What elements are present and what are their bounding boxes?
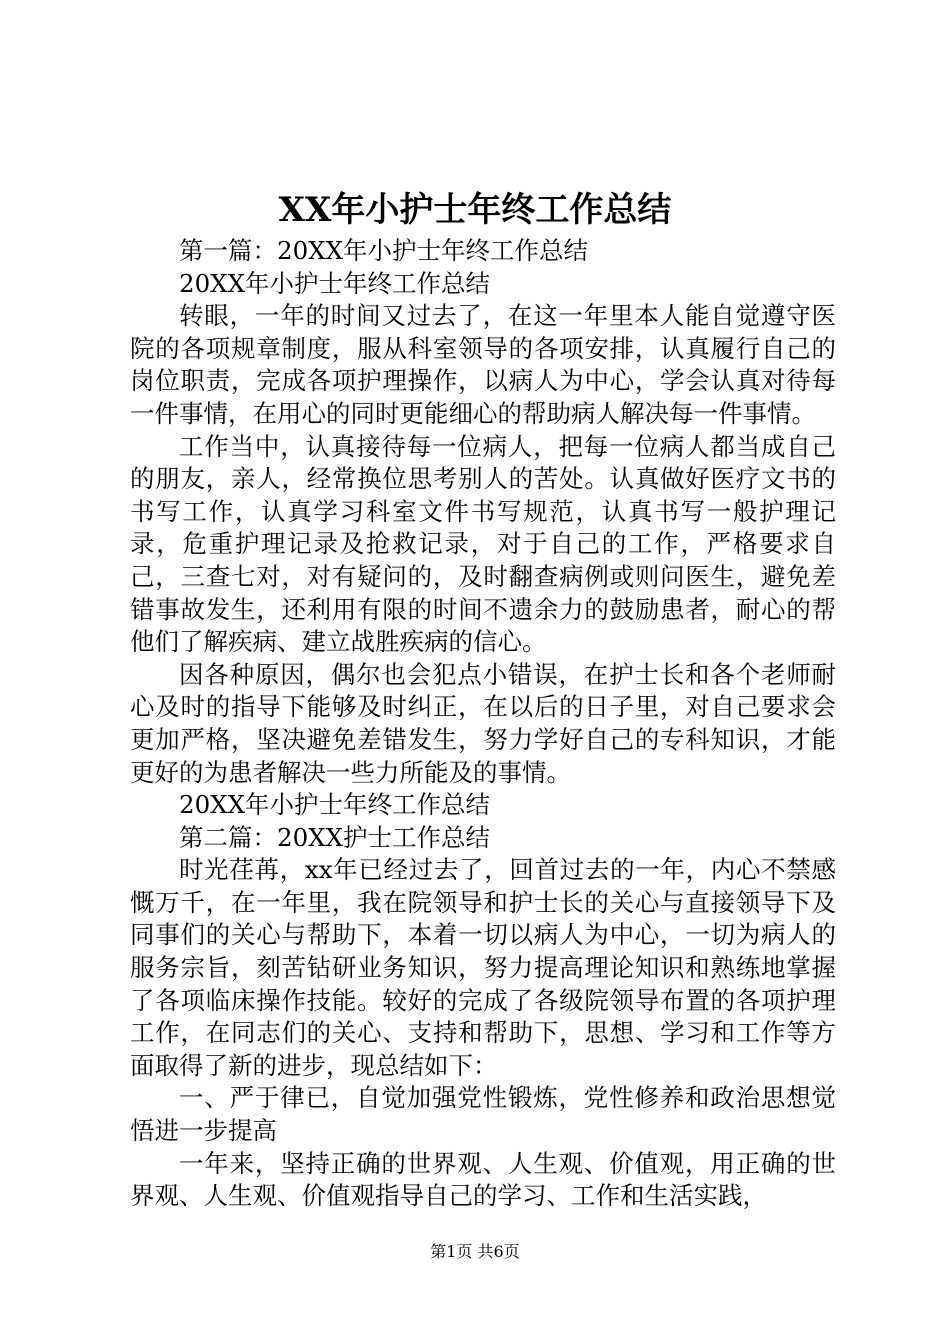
- section-heading-2: 第二篇：20XX护士工作总结: [179, 822, 491, 852]
- page-number-footer: 第1页 共6页: [430, 1242, 520, 1261]
- subheading: 20XX年小护士年终工作总结: [179, 268, 491, 298]
- paragraph: 一年来，坚持正确的世界观、人生观、价值观，用正确的世界观、人生观、价值观指导自己的学习、工作和生活实践，: [130, 1148, 836, 1211]
- document-title: XX年小护士年终工作总结: [278, 190, 672, 230]
- section-heading-1: 第一篇：20XX年小护士年终工作总结: [179, 236, 589, 265]
- paragraph: 因各种原因，偶尔也会犯点小错误，在护士长和各个老师耐心及时的指导下能够及时纠正，在以后的日子里，对自己要求会更加严格，坚决避免差错发生，努力学好自己的专科知识，才能更好的为患者解决一些力所能及的事情。: [130, 659, 836, 787]
- paragraph: 工作当中，认真接待每一位病人，把每一位病人都当成自己的朋友，亲人，经常换位思考别人的苦处。认真做好医疗文书的书写工作，认真学习科室文件书写规范，认真书写一般护理记录，危重护理记录及抢救记录，对于自己的工作，严格要求自己，三查七对，对有疑问的，及时翻查病例或则问医生，避免差错事故发生，还利用有限的时间不遗余力的鼓励患者，耐心的帮他们了解疾病、建立战胜疾病的信心。: [130, 431, 836, 657]
- subheading: 20XX年小护士年终工作总结: [179, 790, 491, 820]
- document-body: [130, 235, 836, 1213]
- paragraph: 时光荏苒，xx年已经过去了，回首过去的一年，内心不禁感慨万千，在一年里，我在院领导和护士长的关心与直接领导下及同事们的关心与帮助下，本着一切以病人为中心，一切为病人的服务宗旨，刻苦钻研业务知识，努力提高理论知识和熟练地掌握了各项临床操作技能。较好的完成了各级院领导布置的各项护理工作，在同志们的关心、支持和帮助下，思想、学习和工作等方面取得了新的进步，现总结如下：: [130, 855, 836, 1080]
- paragraph-heading: 一、严于律已，自觉加强党性锻炼，党性修养和政治思想觉悟进一步提高: [130, 1083, 836, 1146]
- paragraph: 转眼，一年的时间又过去了，在这一年里本人能自觉遵守医院的各项规章制度，服从科室领导的各项安排，认真履行自己的岗位职责，完成各项护理操作，以病人为中心，学会认真对待每一件事情，在用心的同时更能细心的帮助病人解决每一件事情。: [130, 301, 836, 428]
